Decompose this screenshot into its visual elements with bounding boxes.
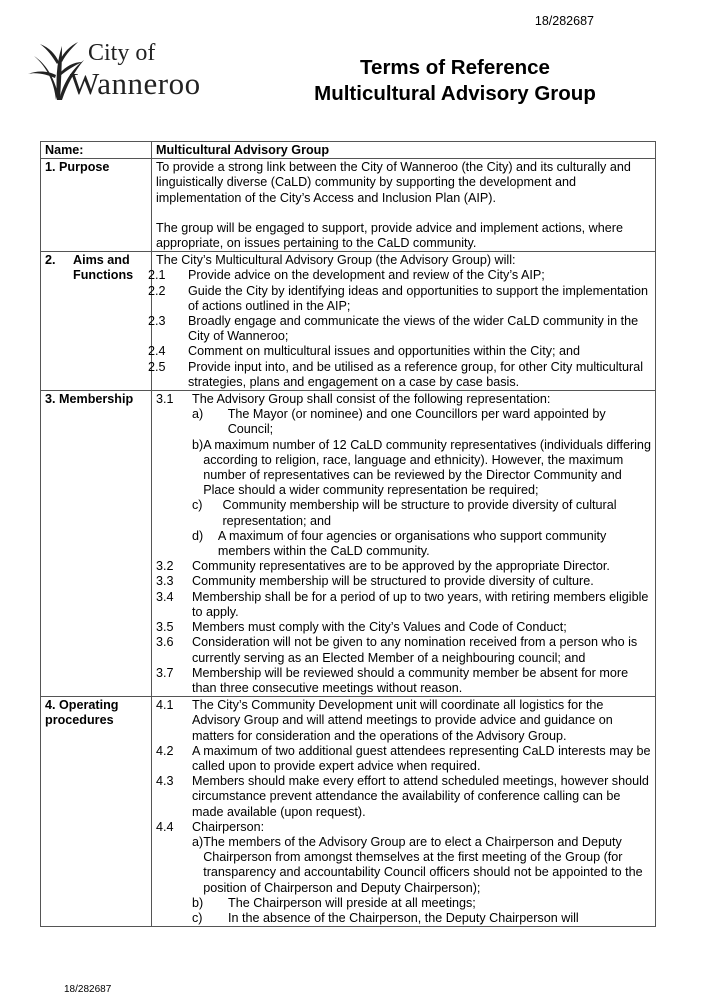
purpose-paragraph: The group will be engaged to support, provide advice and implement actions, where appropriate, on issues pertaining to the CaLD community.	[156, 220, 623, 251]
list-item: 4.1 The City’s Community Development unit will coordinate all logistics for the Advisory Group and will attend meetings to provide advice and guidance on matters for consideration and the operations of the Advisory Group.	[156, 698, 613, 743]
list-item: 3.4 Membership shall be for a period of up to two years, with retiring members eligible to apply.	[156, 589, 649, 619]
list-item: 4.3 Members should make every effort to attend scheduled meetings, however should circumstance prevent attendance the availability of conference calling can be made available (upon request).	[156, 774, 649, 819]
operating-content	[152, 697, 656, 927]
aims-intro: The City’s Multicultural Advisory Group (the Advisory Group) will:	[156, 253, 516, 268]
purpose-paragraph: To provide a strong link between the City of Wanneroo (the City) and its culturally and linguistically diverse (CaLD) community by supporting the development and implementation of the City’s Access and Inclusion Plan (AIP).	[156, 160, 631, 205]
purpose-label: 1. Purpose	[41, 159, 152, 252]
sub-list-item: d) A maximum of four agencies or organisations who support community members within the CaLD community.	[192, 528, 607, 559]
list-item: 2.5 Provide input into, and be utilised as a reference group, for other City multicultural strategies, plans and engagement on a case by case basis.	[148, 359, 644, 389]
table-row-membership	[41, 391, 656, 697]
list-item: 3.5 Members must comply with the City’s Values and Code of Conduct;	[156, 620, 567, 635]
sub-list-item: c) In the absence of the Chairperson, the Deputy Chairperson will	[192, 910, 579, 925]
sub-list-item: a) The Mayor (or nominee) and one Councillors per ward appointed by Council;	[192, 407, 606, 437]
list-item: 3.1 The Advisory Group shall consist of the following representation:	[156, 392, 551, 407]
list-item: 4.2 A maximum of two additional guest attendees representing CaLD interests may be called upon to provide expert advice when required.	[156, 743, 651, 773]
list-item: 3.3 Community membership will be structured to provide diversity of culture.	[156, 574, 594, 589]
list-item: 3.2 Community representatives are to be approved by the appropriate Director.	[156, 559, 610, 574]
page-title: Terms of Reference	[360, 56, 550, 79]
list-item: 2.2 Guide the City by identifying ideas and opportunities to support the implementation of actions outlined in the AIP;	[148, 283, 648, 313]
list-item: 2.4 Comment on multicultural issues and opportunities within the City; and	[148, 344, 580, 359]
sub-list-item: c) Community membership will be structure to provide diversity of cultural representation; and	[192, 498, 617, 528]
list-item: 3.6 Consideration will not be given to any nomination received from a person who is currently serving as an Elected Member of a neighbouring council; and	[156, 635, 638, 665]
purpose-content	[152, 159, 656, 252]
list-item: 4.4 Chairperson:	[156, 819, 265, 834]
list-item: 3.7 Membership will be reviewed should a community member be absent for more than three consecutive meetings without reason.	[156, 665, 629, 695]
sub-list-item: a) The members of the Advisory Group are to elect a Chairperson and Deputy Chairperson from amongst themselves at the first meeting of the Group (for transparency and accountability Council officers should not be appointed to the position of Chairperson and Deputy Chairperson);	[192, 834, 643, 895]
name-label: Name:	[41, 142, 152, 159]
aims-content	[148, 252, 656, 391]
table-row-name	[41, 142, 656, 159]
list-item: 2.1 Provide advice on the development and review of the City’s AIP;	[148, 268, 545, 283]
sub-list-item: b) The Chairperson will preside at all meetings;	[192, 895, 476, 910]
membership-label: 3. Membership	[41, 391, 152, 697]
membership-content	[152, 391, 656, 697]
name-value: Multicultural Advisory Group	[152, 142, 656, 159]
aims-label: 2. Aims and Functions	[41, 252, 152, 391]
logo-text-city-of: City of	[88, 40, 156, 66]
table-row-aims	[41, 252, 656, 391]
table-row-purpose	[41, 159, 656, 252]
logo-text-wanneroo: Wanneroo	[70, 66, 201, 101]
terms-of-reference-table	[40, 141, 656, 927]
footer-reference: 18/282687	[64, 984, 112, 995]
sub-list-item: b) A maximum number of 12 CaLD community representatives (individuals differing according to religion, race, language and ethnicity). However, the maximum number of representatives can be reviewed by the Director Community and Place should a wider community representation be required;	[192, 437, 651, 498]
document-reference: 18/282687	[534, 14, 594, 28]
aims-label-text: Aims and Functions	[73, 253, 134, 283]
list-item: 2.3 Broadly engage and communicate the views of the wider CaLD community in the City of Wanneroo;	[148, 314, 639, 344]
table-row-operating	[41, 697, 656, 927]
page-subtitle: Multicultural Advisory Group	[314, 82, 596, 105]
operating-label: 4. Operating procedures	[41, 697, 152, 927]
